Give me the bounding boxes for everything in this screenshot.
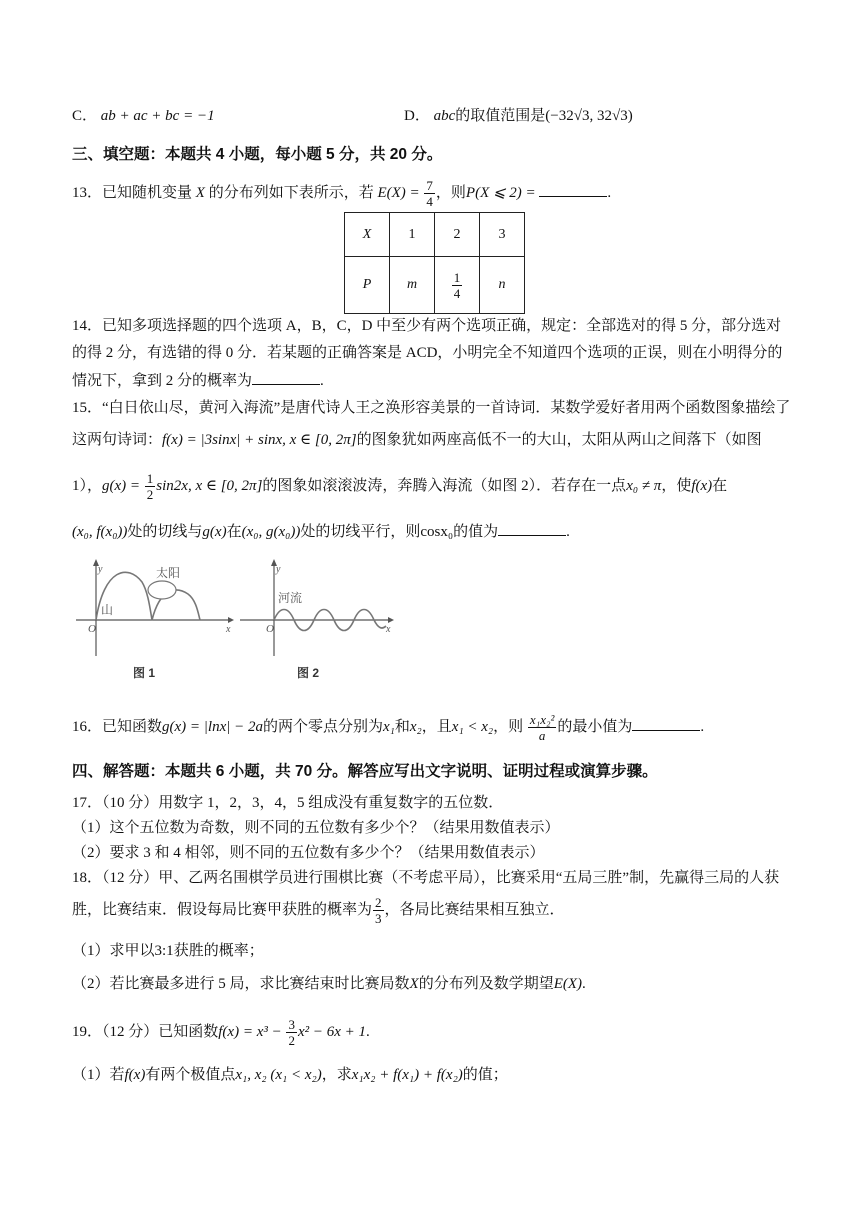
q15-f-def: f(x) = |3sinx| + sinx, x ∈ [0, 2π] [162,432,357,448]
q18-frac-den: 3 [375,911,382,927]
table-cell: 2 [435,213,480,257]
q19-expression: x₁x₂ + f(x₁) + f(x₂) [351,1067,463,1083]
q15-fraction [145,471,156,502]
option-c [72,106,215,126]
q15-answer-blank[interactable] [498,521,566,536]
q15-l2a: 这两句诗词： [72,432,163,448]
q19-end: . [366,1024,370,1040]
fig2-origin: O [266,623,274,635]
q15-fx: f(x) [691,478,713,494]
q15-l3b: 的图象如滚滚波涛，奔腾入海流（如图 2）．若存在一点 [262,478,627,494]
q18-l4a: （2）若比赛最多进行 5 局，求比赛结束时比赛局数 [72,976,410,992]
question-14-line2: 的得 2 分，有选错的得 0 分．若某题的正确答案是 ACD，小明完全不知道四个选项的正误，则在小明得分的 [72,345,783,361]
fig1-sun-label: 太阳 [156,566,181,580]
q18-score: 3:1 [154,943,174,959]
q19-frac-num: 3 [288,1017,295,1033]
table-cell: P [345,257,390,314]
fig1-origin: O [88,623,96,635]
question-18-part1 [72,941,264,961]
q13-frac-den: 4 [426,194,433,210]
table-fraction [452,270,463,301]
question-17-part1: （1）这个五位数为奇数，则不同的五位数有多少个？（结果用数值表示） [72,820,560,836]
q15-l4c: 处的切线平行，则 [300,524,421,540]
table-cell-fraction [435,257,480,314]
q13-var: X [195,185,205,201]
q16-mid2: ，且 [421,719,452,735]
q14-answer-blank[interactable] [252,370,320,385]
q18-l3a: （1）求甲以 [72,943,155,959]
option-d [404,106,633,126]
q15-l4b: 在 [226,524,242,540]
q18-var: X [409,976,419,992]
q16-pre: 16．已知函数 [72,719,163,735]
table-cell: 1 [390,213,435,257]
q18-l2b: ，各局比赛结果相互独立． [384,902,565,918]
question-15-line1: 15．“白日依山尽，黄河入海流”是唐代诗人王之涣形容美景的一首诗词．某数学爱好者用两个函数图象描绘了 [72,400,791,416]
figure-2-caption: 图 2 [297,666,320,680]
q16-x1: x₁ [383,719,395,735]
q19-extrema: x₁, x₂ (x₁ < x₂) [235,1067,322,1083]
option-d-label: D． [404,108,430,124]
q16-end: . [700,719,705,735]
q15-l2b: 的图象犹如两座高低不一的大山，太阳从两山之间落下（如图 [356,432,762,448]
table-cell: m [390,257,435,314]
question-18-line2 [72,890,565,930]
q15-l3c: ，使 [661,478,692,494]
option-d-math: (−32√3, 32√3) [545,108,633,124]
q19-f-rest: x² − 6x + 1 [297,1024,367,1040]
section-heading-fill-in: 三、填空题：本题共 4 小题，每小题 5 分，共 20 分。 [72,146,443,163]
q13-answer-blank[interactable] [539,182,607,197]
figure-2-river-wave [240,558,400,658]
q18-l2a: 胜，比赛结束．假设每局比赛甲获胜的概率为 [72,902,373,918]
q18-l4b: 的分布列及数学期望 [418,976,554,992]
q16-mid: 的两个零点分别为 [262,719,383,735]
question-18-line1: 18．（12 分）甲、乙两名围棋学员进行围棋比赛（不考虑平局），比赛采用“五局三胜”制，先赢得三局的人获 [72,870,780,886]
question-19-part1 [72,1065,508,1085]
question-18-part2 [72,974,586,994]
q14-end: . [320,373,324,389]
q13-frac-num: 7 [426,178,433,194]
q15-g-body: sin2x, x ∈ [0, 2π] [156,478,263,494]
table-cell: X [345,213,390,257]
q18-end: . [582,976,586,992]
q15-x0: x₀ ≠ π [626,478,662,494]
q16-post: 的最小值为 [557,719,633,735]
option-d-var: abc [433,108,456,124]
table-cell: 3 [480,213,525,257]
q19-l1a: 19．（12 分）已知函数 [72,1024,219,1040]
question-13 [72,178,611,209]
q13-fraction [424,178,435,209]
section-heading-solutions: 四、解答题：本题共 6 小题，共 70 分。解答应写出文字说明、证明过程或演算步骤。 [72,763,658,780]
q16-answer-blank[interactable] [632,716,700,731]
q18-l3b: 获胜的概率； [173,943,264,959]
q15-frac-den: 2 [146,487,154,503]
fig2-y-label: y [276,564,281,575]
option-d-text: 的取值范围是 [455,108,546,124]
q19-l2b: 有两个极值点 [145,1067,236,1083]
q16-frac-den: a [538,728,546,744]
q15-point-f: (x₀, f(x₀)) [72,524,128,540]
q19-fx: f(x) [124,1067,146,1083]
question-15-line2 [72,430,762,450]
table-cell: n [480,257,525,314]
question-14-line1: 14．已知多项选择题的四个选项 A，B，C，D 中至少有两个选项正确，规定：全部选对的得 5 分，部分选对 [72,318,782,334]
q14-l3: 情况下，拿到 2 分的概率为 [72,373,253,389]
q18-fraction [373,895,384,926]
question-15-line3 [72,470,727,502]
question-15-line4 [72,521,570,542]
q15-g-def: g(x) = [102,478,141,494]
q15-l3a: 1）， [72,478,103,494]
distribution-table [344,212,525,314]
q15-l4a: 处的切线与 [127,524,203,540]
q15-point-g: (x₀, g(x₀)) [241,524,301,540]
q16-cond: x₁ < x₂ [451,719,494,735]
option-c-label: C． [72,108,98,124]
fig1-mountain-label: 山 [101,603,114,617]
q13-then: ，则 [435,185,466,201]
question-14-line3 [72,370,324,391]
question-17-line1: 17．（10 分）用数字 1，2，3，4，5 组成没有重复数字的五位数． [72,795,504,811]
q15-cos: cosx₀ [420,524,454,540]
q13-pre: 13．已知随机变量 [72,185,193,201]
q19-frac-den: 2 [288,1033,295,1049]
q15-end: . [566,524,570,540]
option-c-math: ab + ac + bc = −1 [100,108,215,124]
question-17-part2: （2）要求 3 和 4 相邻，则不同的五位数有多少个？（结果用数值表示） [72,845,545,861]
q13-prob: P(X ⩽ 2) = [465,185,536,201]
q18-frac-num: 2 [375,895,382,911]
q16-x2: x₂ [409,719,422,735]
q16-and: 和 [394,719,410,735]
q19-fraction [286,1017,297,1048]
q13-mid: 的分布列如下表所示，若 [208,185,374,201]
table-frac-num: 1 [453,269,461,285]
fig1-x-label: x [226,624,231,635]
q16-fraction [528,712,556,743]
question-16 [72,710,704,744]
figure-1-mountains-sun [76,558,236,658]
table-frac-den: 4 [453,285,461,301]
question-19-line1 [72,1014,370,1050]
q15-l3d: 在 [712,478,728,494]
q19-l2c: ，求 [321,1067,352,1083]
q19-l2d: 的值； [462,1067,508,1083]
q13-expectation: E(X) = [377,185,420,201]
figure-1-caption: 图 1 [133,666,156,680]
q13-end: . [607,185,612,201]
q15-gx: g(x) [202,524,227,540]
q19-l2a: （1）若 [72,1067,125,1083]
fig1-y-label: y [98,564,103,575]
q15-frac-num: 1 [146,471,154,487]
fig2-x-label: x [386,624,391,635]
q16-frac-num: x₁x₂² [529,712,555,728]
fig2-river-label: 河流 [278,591,303,605]
q19-f-def: f(x) = x³ − [218,1024,282,1040]
q16-then: ，则 [493,719,524,735]
q15-l4d: 的值为 [453,524,499,540]
q16-g-def: g(x) = |lnx| − 2a [162,719,263,735]
q18-expectation: E(X) [553,976,583,992]
